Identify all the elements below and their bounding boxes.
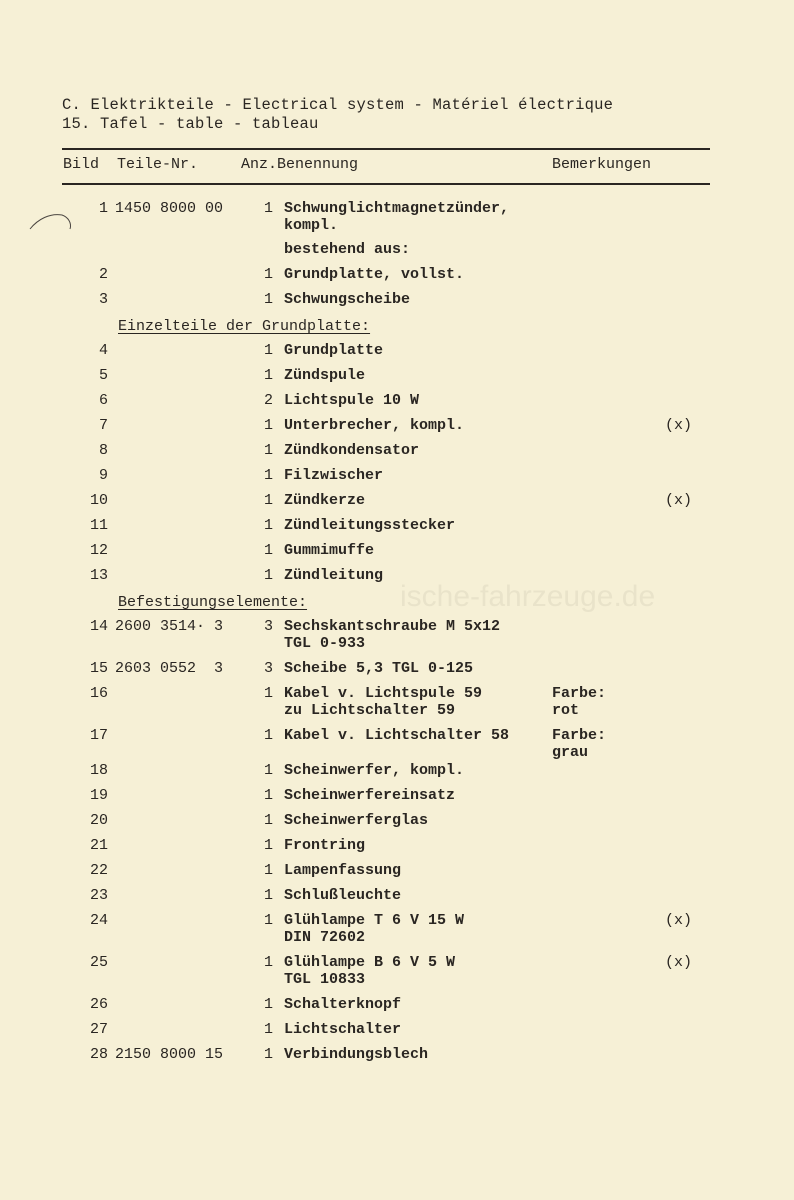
cell-benennung: Sechskantschraube M 5x12 TGL 0-933 [284,618,501,652]
cell-bild: 23 [89,887,108,904]
cell-benennung: Schwungscheibe [284,291,411,308]
cell-benennung: Scheinwerferglas [284,812,429,829]
cell-anzahl: 1 [263,517,273,534]
page-heading: C. Elektrikteile - Electrical system - Matériel électrique [62,96,614,114]
cell-anzahl: 1 [263,542,273,559]
section-befestigung: Befestigungselemente: [118,594,308,611]
cell-bild: 22 [89,862,108,879]
cell-benennung: Grundplatte [284,342,384,359]
section-grundplatte: Einzelteile der Grundplatte: [118,318,371,335]
cell-bemerkung: Farbe: grau [552,727,607,761]
cell-anzahl: 1 [263,266,273,283]
cell-benennung: Schalterknopf [284,996,402,1013]
cell-bild: 9 [98,467,108,484]
cell-anzahl: 1 [263,912,273,929]
cell-bild: 10 [89,492,108,509]
cell-benennung: Verbindungsblech [284,1046,429,1063]
cell-benennung: Scheinwerfereinsatz [284,787,456,804]
cell-anzahl: 1 [263,1046,273,1063]
cell-teile-nr: 2600 3514· 3 [115,618,224,635]
table-subheading: 15. Tafel - table - tableau [62,115,319,133]
cell-bild: 13 [89,567,108,584]
cell-bemerkung: Farbe: rot [552,685,607,719]
cell-bild: 15 [89,660,108,677]
cell-anzahl: 1 [263,567,273,584]
cell-bild: 5 [98,367,108,384]
cell-anzahl: 3 [263,618,273,635]
cell-anzahl: 1 [263,467,273,484]
cell-bild: 12 [89,542,108,559]
cell-benennung: Lichtschalter [284,1021,402,1038]
header-rule-top [62,148,710,150]
cell-anzahl: 1 [263,954,273,971]
cell-bild: 24 [89,912,108,929]
cell-benennung: Lampenfassung [284,862,402,879]
cell-benennung: bestehend aus: [284,241,411,258]
cell-anzahl: 1 [263,417,273,434]
cell-bild: 18 [89,762,108,779]
cell-bild: 11 [89,517,108,534]
cell-bild: 6 [98,392,108,409]
cell-marker: (x) [665,954,693,971]
cell-anzahl: 1 [263,762,273,779]
cell-anzahl: 1 [263,812,273,829]
cell-benennung: Zündkondensator [284,442,420,459]
col-bild-header: Bild [63,156,100,173]
cell-bild: 25 [89,954,108,971]
col-anz-benennung-header: Anz.Benennung [241,156,359,173]
cell-anzahl: 1 [263,887,273,904]
cell-anzahl: 1 [263,1021,273,1038]
cell-anzahl: 1 [263,367,273,384]
cell-benennung: Kabel v. Lichtspule 59 zu Lichtschalter 59 [284,685,483,719]
cell-benennung: Glühlampe B 6 V 5 W TGL 10833 [284,954,456,988]
cell-bild: 4 [98,342,108,359]
pencil-mark [28,205,78,235]
cell-benennung: Schwunglichtmagnetzünder, kompl. [284,200,510,234]
col-teile-nr-header: Teile-Nr. [117,156,199,173]
cell-benennung: Zündleitungsstecker [284,517,456,534]
cell-bild: 2 [98,266,108,283]
cell-bild: 26 [89,996,108,1013]
cell-anzahl: 1 [263,727,273,744]
cell-benennung: Zündkerze [284,492,366,509]
cell-anzahl: 1 [263,342,273,359]
cell-teile-nr: 2150 8000 15 [115,1046,224,1063]
cell-bild: 1 [98,200,108,217]
cell-benennung: Unterbrecher, kompl. [284,417,465,434]
cell-benennung: Grundplatte, vollst. [284,266,465,283]
cell-anzahl: 2 [263,392,273,409]
cell-benennung: Kabel v. Lichtschalter 58 [284,727,510,744]
cell-bild: 14 [89,618,108,635]
cell-benennung: Filzwischer [284,467,384,484]
cell-teile-nr: 2603 0552 3 [115,660,224,677]
cell-marker: (x) [665,417,693,434]
cell-bild: 28 [89,1046,108,1063]
cell-marker: (x) [665,492,693,509]
cell-anzahl: 1 [263,492,273,509]
cell-benennung: Scheinwerfer, kompl. [284,762,465,779]
cell-teile-nr: 1450 8000 00 [115,200,224,217]
cell-marker: (x) [665,912,693,929]
watermark: ische-fahrzeuge.de [400,580,656,613]
cell-benennung: Frontring [284,837,366,854]
cell-bild: 21 [89,837,108,854]
cell-anzahl: 1 [263,291,273,308]
cell-benennung: Zündspule [284,367,366,384]
cell-bild: 20 [89,812,108,829]
cell-anzahl: 1 [263,442,273,459]
cell-anzahl: 1 [263,996,273,1013]
cell-bild: 16 [89,685,108,702]
cell-benennung: Glühlampe T 6 V 15 W DIN 72602 [284,912,465,946]
cell-bild: 8 [98,442,108,459]
cell-benennung: Schlußleuchte [284,887,402,904]
cell-bild: 7 [98,417,108,434]
cell-anzahl: 1 [263,685,273,702]
cell-anzahl: 1 [263,837,273,854]
cell-bild: 17 [89,727,108,744]
cell-benennung: Zündleitung [284,567,384,584]
cell-benennung: Scheibe 5,3 TGL 0-125 [284,660,474,677]
cell-bild: 3 [98,291,108,308]
cell-bild: 27 [89,1021,108,1038]
cell-anzahl: 1 [263,862,273,879]
cell-benennung: Lichtspule 10 W [284,392,420,409]
header-rule-bottom [62,183,710,185]
cell-anzahl: 3 [263,660,273,677]
cell-anzahl: 1 [263,200,273,217]
cell-benennung: Gummimuffe [284,542,375,559]
cell-anzahl: 1 [263,787,273,804]
col-bemerkungen-header: Bemerkungen [552,156,652,173]
cell-bild: 19 [89,787,108,804]
